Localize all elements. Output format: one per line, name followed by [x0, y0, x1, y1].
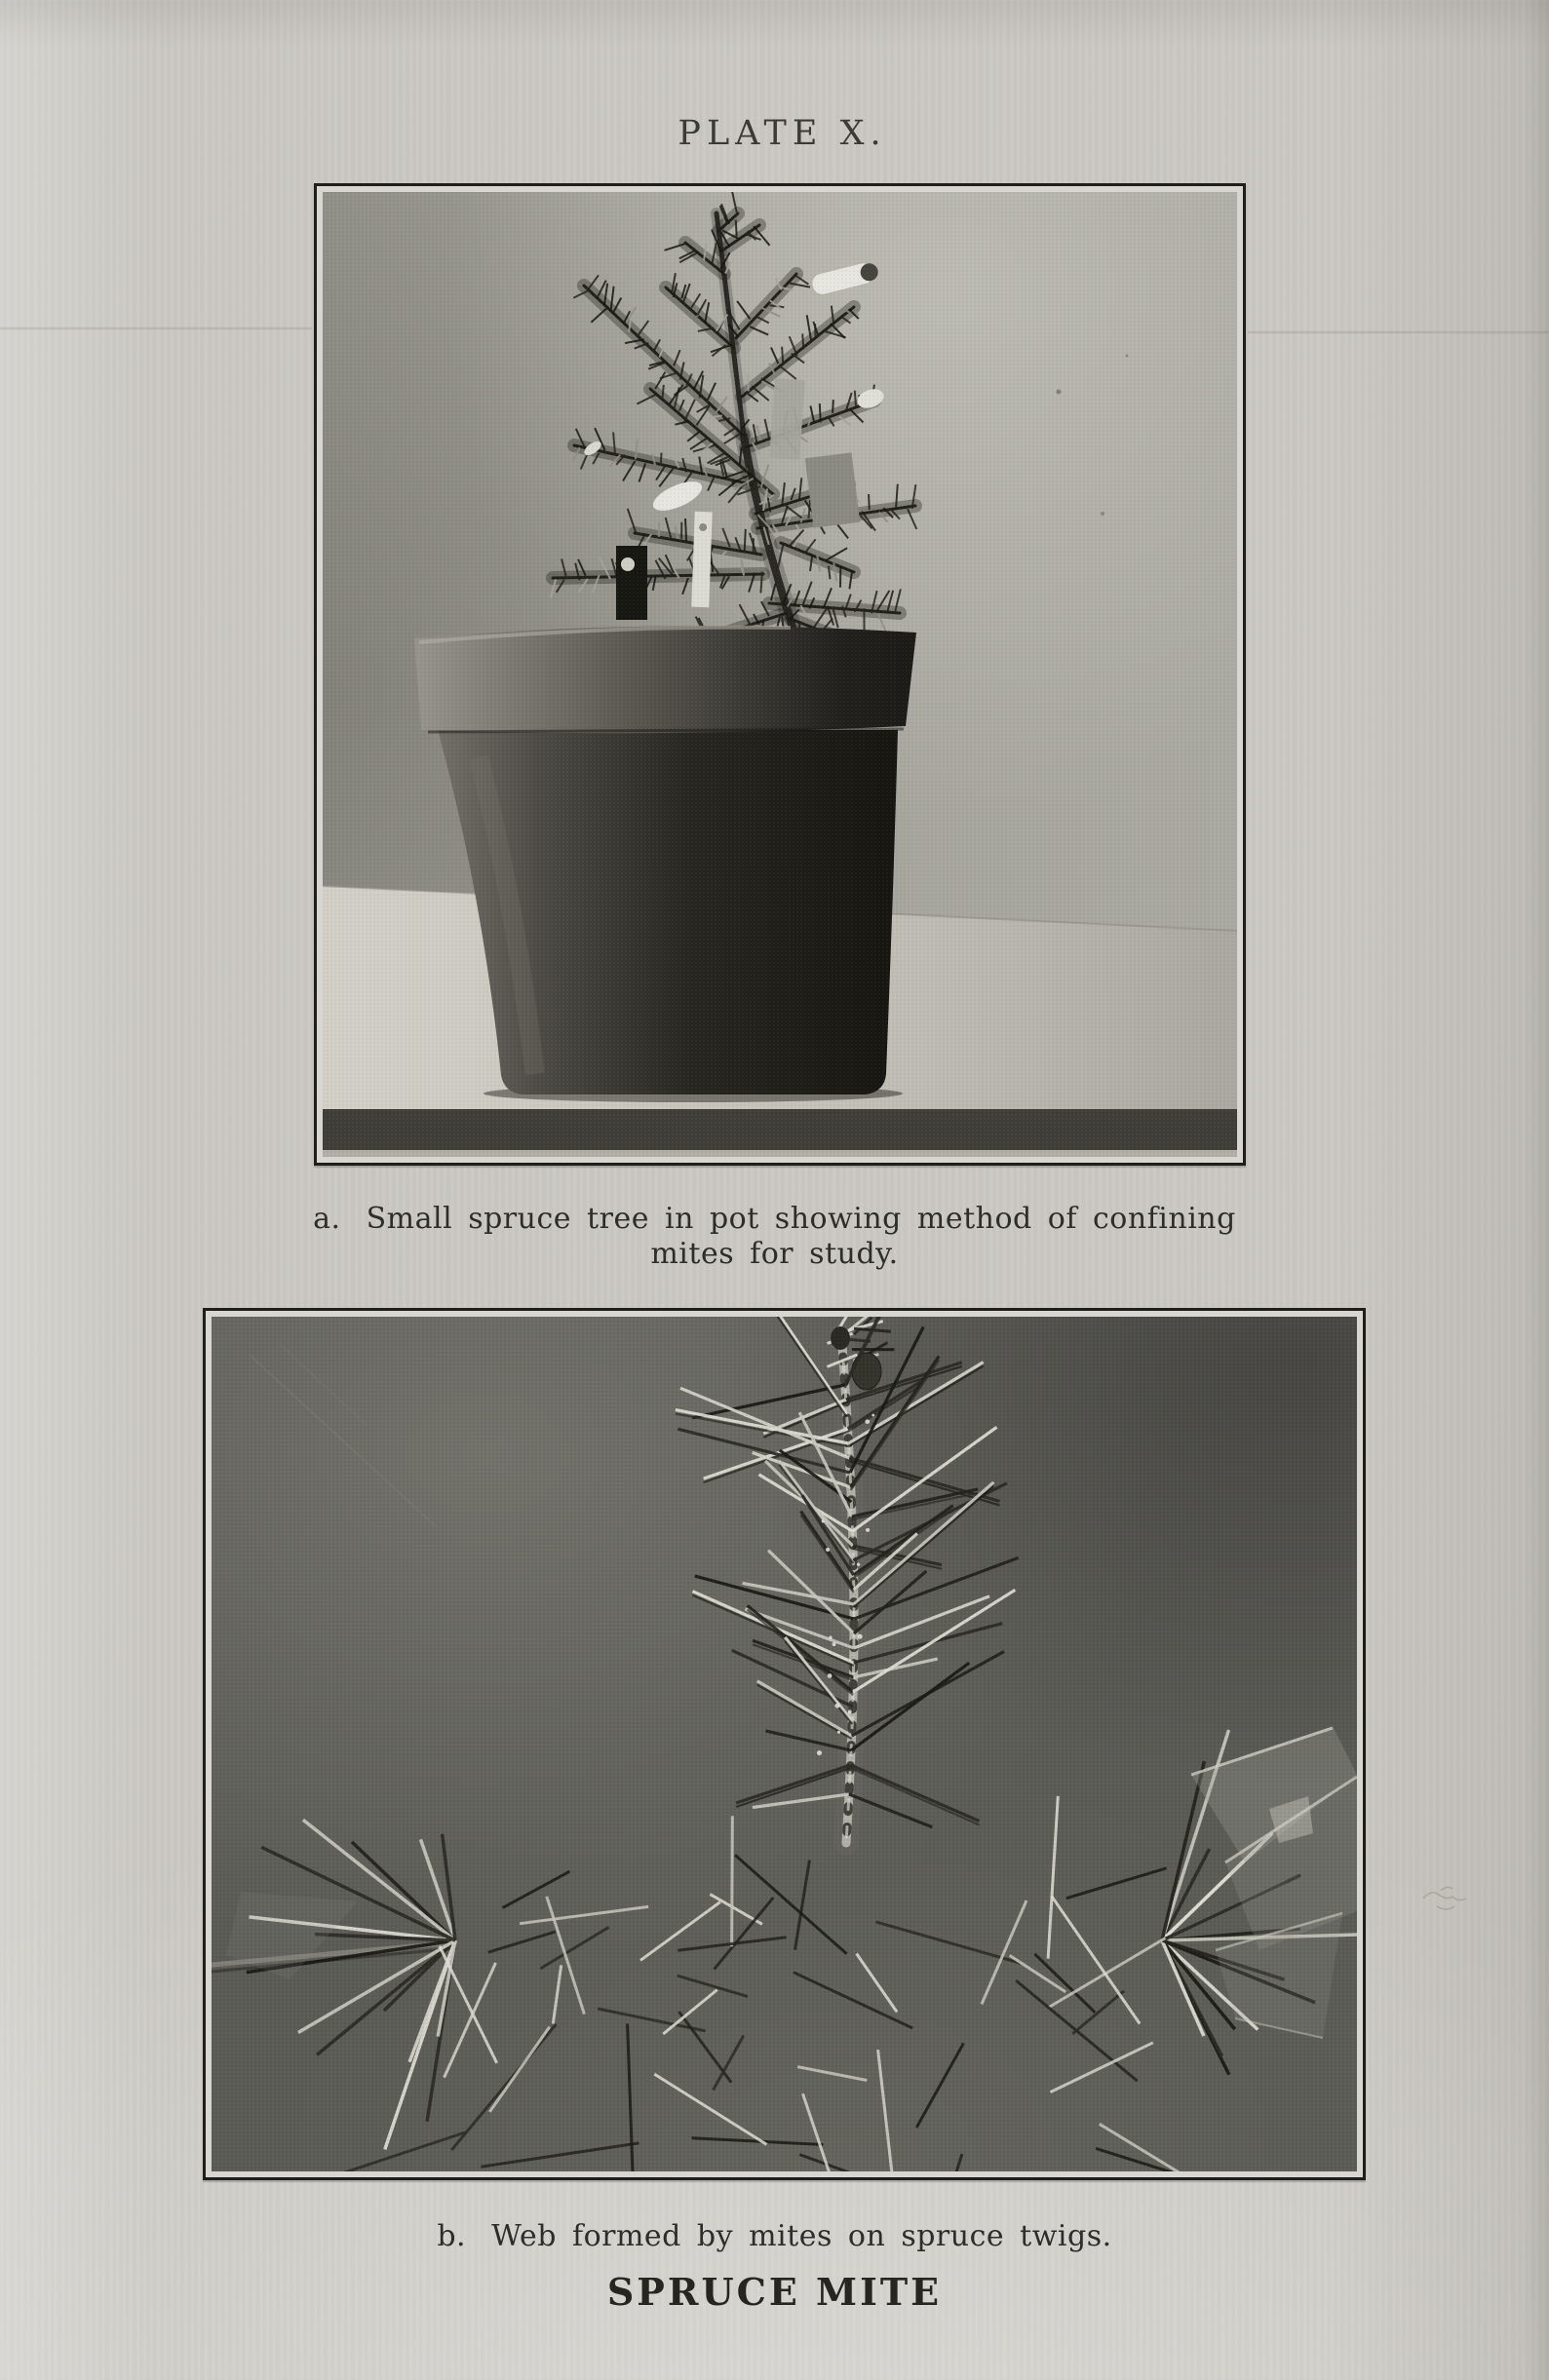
figure-a-caption-line2: mites for study. [650, 1237, 899, 1271]
figure-b-photo [203, 1308, 1366, 2180]
plate-subject: SPRUCE MITE [606, 2270, 943, 2314]
paper-crease-left [0, 327, 312, 329]
figure-b-caption-line: b. Web formed by mites on spruce twigs. [437, 2219, 1112, 2253]
halftone-overlay [323, 192, 1237, 1157]
pencil-squiggle [1415, 1877, 1484, 1921]
plate-title: PLATE X. [678, 114, 887, 153]
halftone-overlay [212, 1317, 1357, 2171]
figure-b-caption [0, 2219, 1549, 2254]
figure-b-label: b. [437, 2219, 467, 2253]
figure-a-photo [314, 183, 1246, 1166]
paper-crease-right [1248, 331, 1549, 333]
figure-a-label: a. [313, 1202, 341, 1236]
figure-a-caption [0, 1202, 1549, 1272]
page-edge-shadow [1524, 0, 1549, 2380]
figure-a-caption-line1: a. Small spruce tree in pot showing method of confining [313, 1202, 1236, 1236]
